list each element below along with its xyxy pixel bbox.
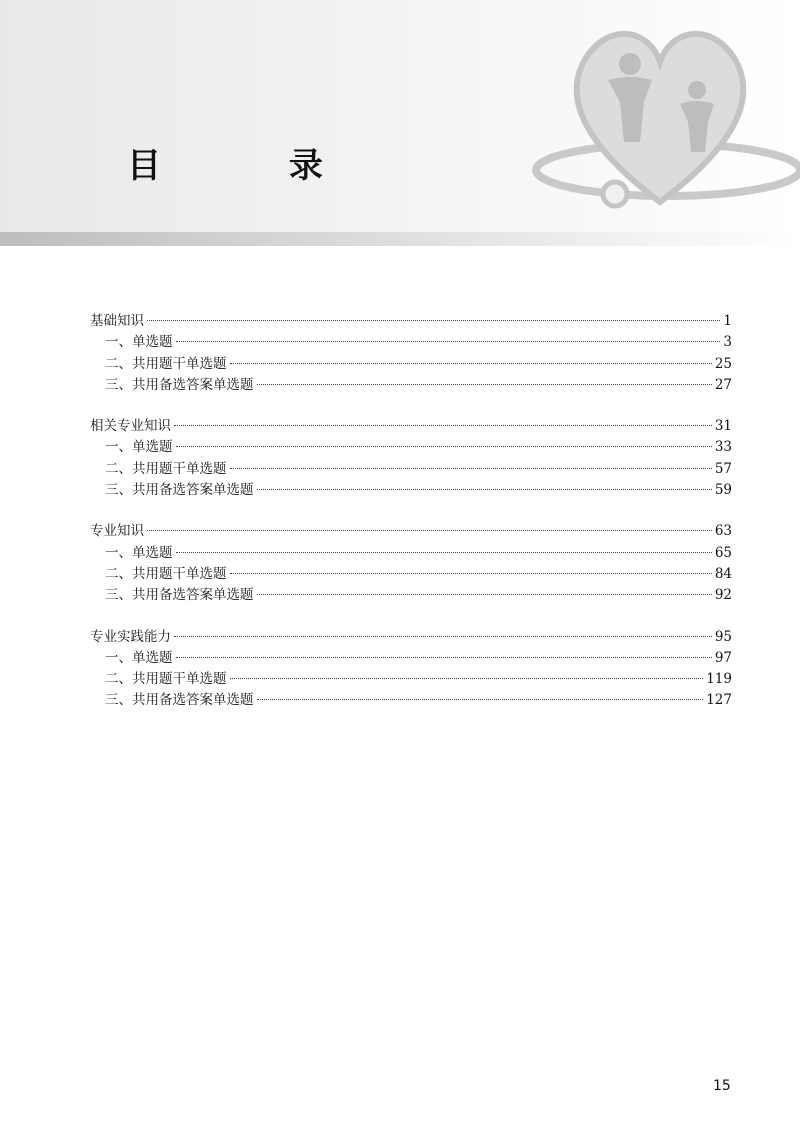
heart-family-stethoscope-logo	[520, 12, 800, 217]
toc-entry-page: 3	[723, 334, 732, 351]
dot-leader	[257, 489, 712, 490]
toc-entry-page: 25	[714, 355, 732, 372]
toc-entry-label: 三、共用备选答案单选题	[105, 482, 254, 499]
toc-subentry[interactable]	[90, 375, 732, 396]
dot-leader	[174, 425, 712, 426]
toc-entry-label: 基础知识	[90, 313, 144, 329]
toc-entry-label: 一、单选题	[105, 649, 173, 666]
dot-leader	[176, 341, 721, 342]
dot-leader	[257, 594, 712, 595]
dot-leader	[257, 384, 712, 385]
toc-entry-page: 127	[706, 692, 732, 709]
toc-subentry[interactable]	[90, 585, 732, 606]
toc-subentry[interactable]	[90, 332, 732, 353]
toc-entry-label: 相关专业知识	[90, 418, 171, 435]
toc-subentry[interactable]	[90, 564, 732, 585]
toc-entry-label: 专业知识	[90, 523, 144, 540]
toc-entry-label: 三、共用备选答案单选题	[105, 587, 254, 604]
dot-leader	[230, 573, 712, 574]
toc-subentry[interactable]	[90, 648, 732, 669]
toc-entry-page: 33	[714, 439, 732, 456]
dot-leader	[176, 657, 712, 658]
toc-subentry[interactable]	[90, 459, 732, 480]
toc-entry-page: 57	[714, 460, 732, 477]
toc-subentry[interactable]	[90, 354, 732, 375]
toc-entry-label: 二、共用题干单选题	[105, 355, 227, 372]
toc-entry-page: 92	[714, 587, 732, 604]
toc-section	[90, 311, 732, 396]
toc-entry-label: 一、单选题	[105, 439, 173, 456]
toc-entry-page: 84	[714, 565, 732, 582]
toc-entry-label: 专业实践能力	[90, 628, 171, 645]
toc-entry-label: 二、共用题干单选题	[105, 460, 227, 477]
toc-subentry[interactable]	[90, 543, 732, 564]
toc-section	[90, 416, 732, 501]
toc-section-heading[interactable]	[90, 521, 732, 542]
header-divider-strip	[0, 232, 800, 246]
toc-section-heading[interactable]	[90, 311, 732, 332]
toc-entry-page: 1	[723, 313, 732, 329]
toc-entry-label: 二、共用题干单选题	[105, 565, 227, 582]
toc-section	[90, 521, 732, 606]
dot-leader	[147, 530, 712, 531]
toc-entry-label: 三、共用备选答案单选题	[105, 376, 254, 393]
toc-entry-label: 一、单选题	[105, 334, 173, 351]
toc-subentry[interactable]	[90, 480, 732, 501]
dot-leader	[257, 699, 704, 700]
toc-entry-page: 63	[714, 523, 732, 540]
dot-leader	[230, 363, 712, 364]
page-title: 目 录	[127, 146, 381, 186]
toc-entry-label: 一、单选题	[105, 544, 173, 561]
toc-section-heading[interactable]	[90, 416, 732, 437]
toc-subentry[interactable]	[90, 690, 732, 711]
toc-entry-page: 65	[714, 544, 732, 561]
dot-leader	[174, 636, 712, 637]
toc-entry-page: 97	[714, 649, 732, 666]
dot-leader	[230, 468, 712, 469]
toc-section-heading[interactable]	[90, 627, 732, 648]
toc-entry-label: 二、共用题干单选题	[105, 671, 227, 688]
table-of-contents	[90, 311, 732, 732]
toc-entry-page: 119	[706, 671, 732, 688]
dot-leader	[176, 446, 712, 447]
page-number: 15	[713, 1078, 731, 1094]
toc-section	[90, 627, 732, 712]
toc-subentry[interactable]	[90, 669, 732, 690]
dot-leader	[176, 552, 712, 553]
dot-leader	[147, 320, 720, 321]
toc-entry-page: 59	[714, 482, 732, 499]
toc-entry-page: 27	[714, 376, 732, 393]
toc-subentry[interactable]	[90, 437, 732, 458]
toc-entry-label: 三、共用备选答案单选题	[105, 692, 254, 709]
dot-leader	[230, 678, 704, 679]
toc-entry-page: 31	[714, 418, 732, 435]
toc-entry-page: 95	[714, 628, 732, 645]
